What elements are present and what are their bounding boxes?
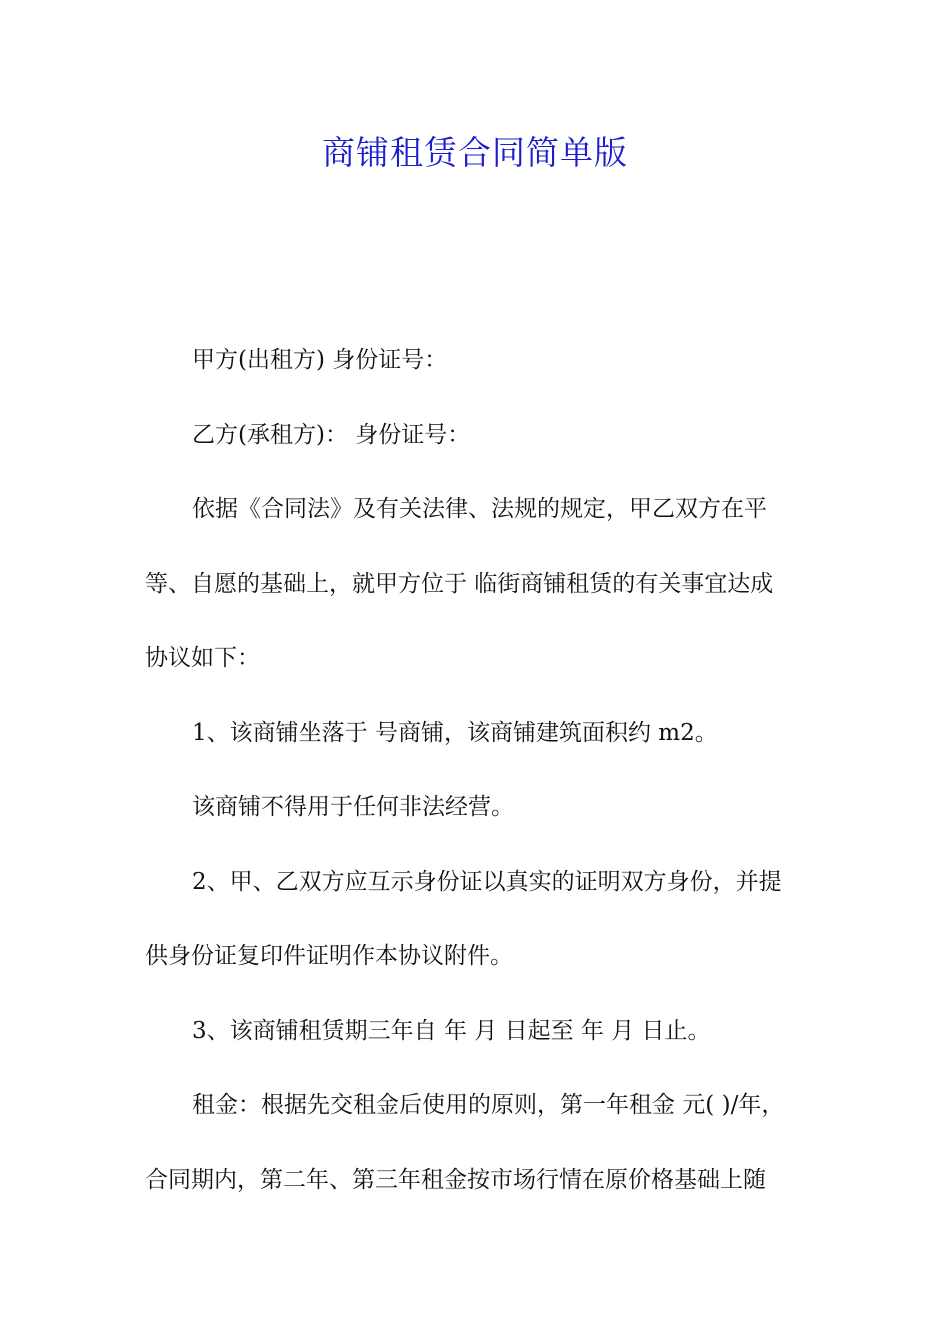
party-b-line: 乙方(承租方)： 身份证号： (192, 422, 471, 448)
paragraph-line: 供身份证复印件证明作本协议附件。 (145, 943, 513, 969)
paragraph-line: 该商铺不得用于任何非法经营。 (192, 794, 514, 820)
paragraph-line: 合同期内，第二年、第三年租金按市场行情在原价格基础上随 (145, 1167, 766, 1193)
clause-2-line: 2、甲、乙双方应互示身份证以真实的证明双方身份，并提 (192, 869, 782, 895)
party-a-line: 甲方(出租方) 身份证号： (192, 347, 448, 373)
document-title: 商铺租赁合同简单版 (322, 133, 628, 172)
clause-1-line: 1、该商铺坐落于 号商铺，该商铺建筑面积约 m2。 (192, 720, 718, 746)
paragraph-line: 等、自愿的基础上，就甲方位于 临街商铺租赁的有关事宜达成 (145, 571, 774, 597)
clause-3-line: 3、该商铺租赁期三年自 年 月 日起至 年 月 日止。 (192, 1018, 711, 1044)
rent-line: 租金：根据先交租金后使用的原则，第一年租金 元( )/年， (192, 1092, 785, 1118)
paragraph-line: 协议如下： (145, 645, 260, 671)
paragraph-line: 依据《合同法》及有关法律、法规的规定，甲乙双方在平 (192, 496, 767, 522)
